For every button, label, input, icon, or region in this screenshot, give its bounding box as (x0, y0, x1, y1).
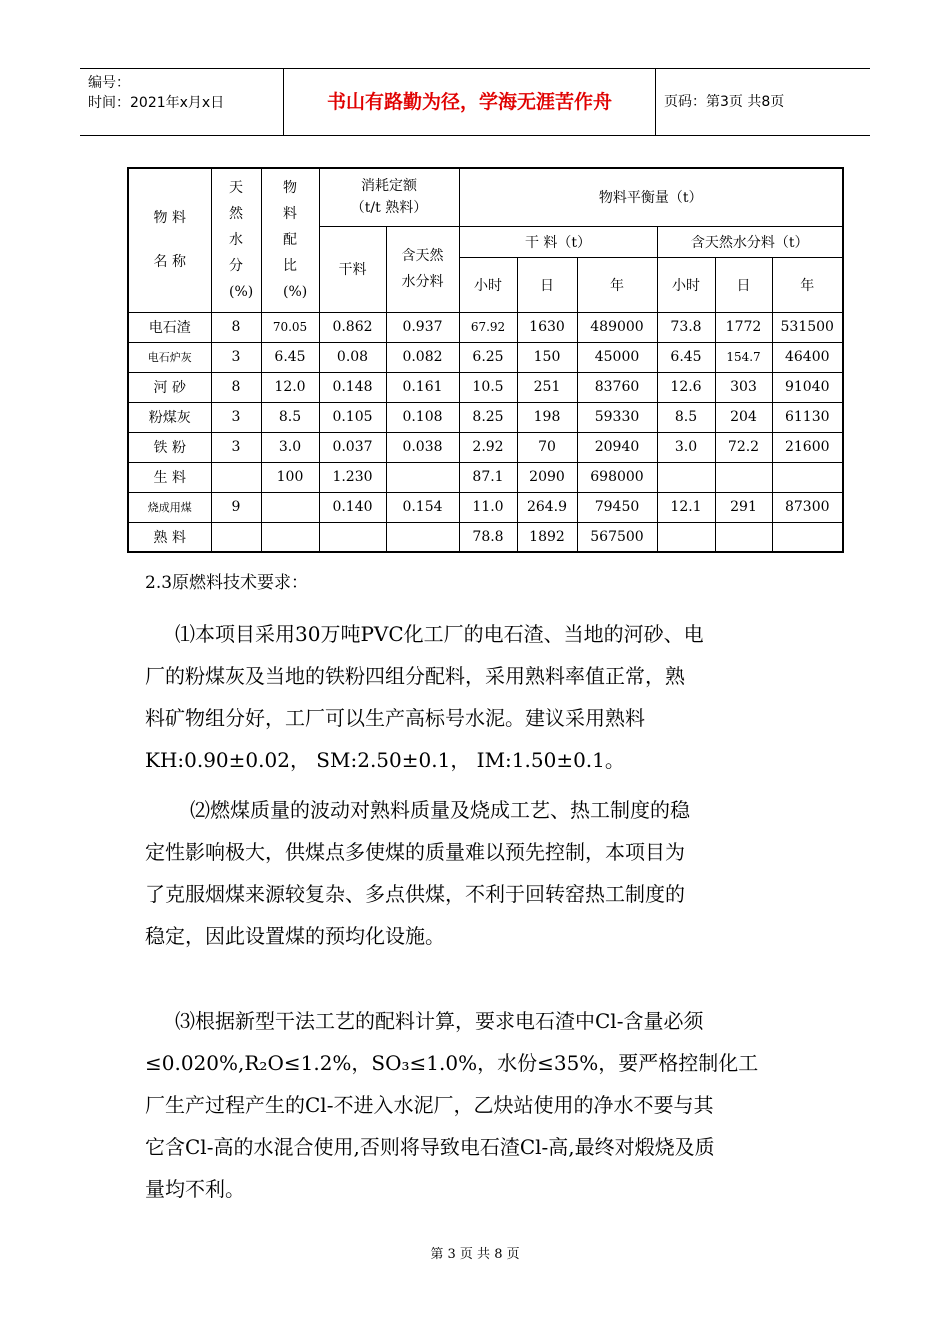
paragraph-line: ⑶根据新型干法工艺的配料计算，要求电石渣中Cl-含量必须 (175, 1009, 704, 1033)
cell-dry-year: 489000 (577, 312, 657, 342)
cell-wet-year: 531500 (772, 312, 843, 342)
header-material-ratio: 物料配比(%) (261, 168, 319, 312)
cell-wet-hour: 3.0 (657, 432, 715, 462)
paragraph-line: 稳定，因此设置煤的预均化设施。 (145, 924, 445, 948)
cell-dry-hour: 67.92 (459, 312, 517, 342)
paragraph-line: ⑴本项目采用30万吨PVC化工厂的电石渣、当地的河砂、电 (175, 622, 704, 646)
cell-material: 烧成用煤 (128, 492, 211, 522)
header-dry-hour: 小时 (459, 257, 517, 312)
cell-wet-year: 61130 (772, 402, 843, 432)
cell-wet-hour: 73.8 (657, 312, 715, 342)
cell-wet-year: 46400 (772, 342, 843, 372)
cell-moisture: 9 (211, 492, 261, 522)
cell-cons-dry: 0.105 (319, 402, 386, 432)
cell-dry-day: 251 (517, 372, 577, 402)
cell-cons-dry: 0.08 (319, 342, 386, 372)
cell-wet-hour: 6.45 (657, 342, 715, 372)
table-row (128, 342, 843, 372)
cell-moisture (211, 522, 261, 552)
cell-moisture: 3 (211, 432, 261, 462)
material-balance-table (127, 167, 844, 553)
header-page-info: 页码：第3页 共8页 (664, 94, 785, 110)
cell-dry-day: 198 (517, 402, 577, 432)
page-header (80, 68, 870, 136)
table-row (128, 372, 843, 402)
header-wet-sub: 含天然 水分料 (386, 226, 459, 312)
cell-wet-year (772, 522, 843, 552)
cell-dry-hour: 10.5 (459, 372, 517, 402)
header-wet-hour: 小时 (657, 257, 715, 312)
cell-wet-day: 1772 (715, 312, 772, 342)
cell-dry-hour: 8.25 (459, 402, 517, 432)
table-body (128, 312, 843, 552)
cell-ratio: 3.0 (261, 432, 319, 462)
header-dry-day: 日 (517, 257, 577, 312)
cell-cons-dry: 1.230 (319, 462, 386, 492)
cell-material: 电石渣 (128, 312, 211, 342)
paragraph-line: 厂的粉煤灰及当地的铁粉四组分配料，采用熟料率值正常，熟 (145, 664, 685, 688)
cell-dry-hour: 87.1 (459, 462, 517, 492)
cell-material: 熟 料 (128, 522, 211, 552)
cell-ratio (261, 492, 319, 522)
cell-material: 河 砂 (128, 372, 211, 402)
cell-cons-wet: 0.082 (386, 342, 459, 372)
header-natural-moisture: 天然水分(%) (211, 168, 261, 312)
header-consumption: 消耗定额 （t/t 熟料） (319, 168, 459, 226)
cell-ratio: 70.05 (261, 312, 319, 342)
cell-cons-wet: 0.108 (386, 402, 459, 432)
page-footer: 第 3 页 共 8 页 (430, 1247, 520, 1262)
cell-wet-day: 154.7 (715, 342, 772, 372)
cell-material: 生 料 (128, 462, 211, 492)
cell-ratio: 100 (261, 462, 319, 492)
paragraph-line: 了克服烟煤来源较复杂、多点供煤，不利于回转窑热工制度的 (145, 882, 685, 906)
header-balance: 物料平衡量（t） (459, 168, 843, 226)
cell-cons-wet: 0.161 (386, 372, 459, 402)
table-row (128, 522, 843, 552)
cell-dry-hour: 2.92 (459, 432, 517, 462)
table-row (128, 312, 843, 342)
cell-dry-hour: 6.25 (459, 342, 517, 372)
header-dry-sub: 干料 (319, 226, 386, 312)
header-wet-day: 日 (715, 257, 772, 312)
cell-wet-hour (657, 462, 715, 492)
cell-ratio: 6.45 (261, 342, 319, 372)
cell-cons-wet (386, 462, 459, 492)
cell-dry-year: 698000 (577, 462, 657, 492)
cell-wet-year: 91040 (772, 372, 843, 402)
cell-wet-day: 204 (715, 402, 772, 432)
paragraph-2 (145, 789, 815, 957)
cell-cons-wet: 0.154 (386, 492, 459, 522)
cell-moisture (211, 462, 261, 492)
cell-material: 电石炉灰 (128, 342, 211, 372)
header-meta (80, 69, 284, 135)
cell-ratio: 12.0 (261, 372, 319, 402)
section-title: 2.3原燃料技术要求： (145, 573, 309, 593)
paragraph-line: ≤0.020%,R₂O≤1.2%，SO₃≤1.0%，水份≤35%，要严格控制化工 (145, 1051, 759, 1075)
cell-cons-dry: 0.037 (319, 432, 386, 462)
cell-cons-wet (386, 522, 459, 552)
cell-dry-year: 59330 (577, 402, 657, 432)
cell-wet-hour: 8.5 (657, 402, 715, 432)
cell-wet-day: 72.2 (715, 432, 772, 462)
cell-wet-hour (657, 522, 715, 552)
cell-dry-year: 45000 (577, 342, 657, 372)
paragraph-line: 它含Cl-高的水混合使用,否则将导致电石渣Cl-高,最终对煅烧及质 (145, 1135, 715, 1159)
paragraph-line: 料矿物组分好，工厂可以生产高标号水泥。建议采用熟料 (145, 706, 645, 730)
cell-dry-year: 567500 (577, 522, 657, 552)
paragraph-line: 厂生产过程产生的Cl-不进入水泥厂，乙炔站使用的净水不要与其 (145, 1093, 714, 1117)
cell-dry-day: 2090 (517, 462, 577, 492)
cell-dry-year: 20940 (577, 432, 657, 462)
cell-moisture: 3 (211, 342, 261, 372)
cell-wet-day: 303 (715, 372, 772, 402)
cell-ratio: 8.5 (261, 402, 319, 432)
cell-dry-day: 264.9 (517, 492, 577, 522)
cell-material: 铁 粉 (128, 432, 211, 462)
cell-wet-hour: 12.1 (657, 492, 715, 522)
paragraph-line: 量均不利。 (145, 1177, 245, 1201)
paragraph-line: 定性影响极大，供煤点多使煤的质量难以预先控制，本项目为 (145, 840, 685, 864)
number-label: 编号： (88, 75, 130, 91)
cell-dry-year: 83760 (577, 372, 657, 402)
cell-wet-hour: 12.6 (657, 372, 715, 402)
header-dry-year: 年 (577, 257, 657, 312)
cell-dry-hour: 78.8 (459, 522, 517, 552)
table-row (128, 432, 843, 462)
cell-moisture: 8 (211, 312, 261, 342)
paragraph-line: ⑵燃煤质量的波动对熟料质量及烧成工艺、热工制度的稳 (190, 798, 690, 822)
table-row (128, 462, 843, 492)
cell-moisture: 8 (211, 372, 261, 402)
cell-cons-dry: 0.148 (319, 372, 386, 402)
cell-wet-day (715, 522, 772, 552)
cell-wet-year (772, 462, 843, 492)
cell-dry-year: 79450 (577, 492, 657, 522)
paragraph-line: KH:0.90±0.02， SM:2.50±0.1， IM:1.50±0.1。 (145, 748, 625, 772)
cell-cons-wet: 0.937 (386, 312, 459, 342)
header-dry-group: 干 料（t） (459, 226, 657, 257)
paragraph-1 (145, 613, 815, 781)
cell-cons-dry: 0.140 (319, 492, 386, 522)
header-wet-year: 年 (772, 257, 843, 312)
cell-material: 粉煤灰 (128, 402, 211, 432)
cell-cons-dry: 0.862 (319, 312, 386, 342)
header-material-name: 物 料 名 称 (128, 168, 211, 312)
header-wet-group: 含天然水分料（t） (657, 226, 843, 257)
time-label: 时间：2021年x月x日 (88, 95, 225, 111)
paragraph-3 (145, 1000, 815, 1210)
cell-wet-year: 87300 (772, 492, 843, 522)
header-motto: 书山有路勤为径，学海无涯苦作舟 (284, 69, 656, 135)
table-row (128, 492, 843, 522)
cell-wet-day (715, 462, 772, 492)
cell-dry-day: 150 (517, 342, 577, 372)
table-row (128, 402, 843, 432)
cell-cons-wet: 0.038 (386, 432, 459, 462)
cell-dry-day: 1892 (517, 522, 577, 552)
cell-cons-dry (319, 522, 386, 552)
cell-dry-hour: 11.0 (459, 492, 517, 522)
cell-dry-day: 1630 (517, 312, 577, 342)
cell-ratio (261, 522, 319, 552)
cell-moisture: 3 (211, 402, 261, 432)
cell-wet-day: 291 (715, 492, 772, 522)
cell-dry-day: 70 (517, 432, 577, 462)
cell-wet-year: 21600 (772, 432, 843, 462)
